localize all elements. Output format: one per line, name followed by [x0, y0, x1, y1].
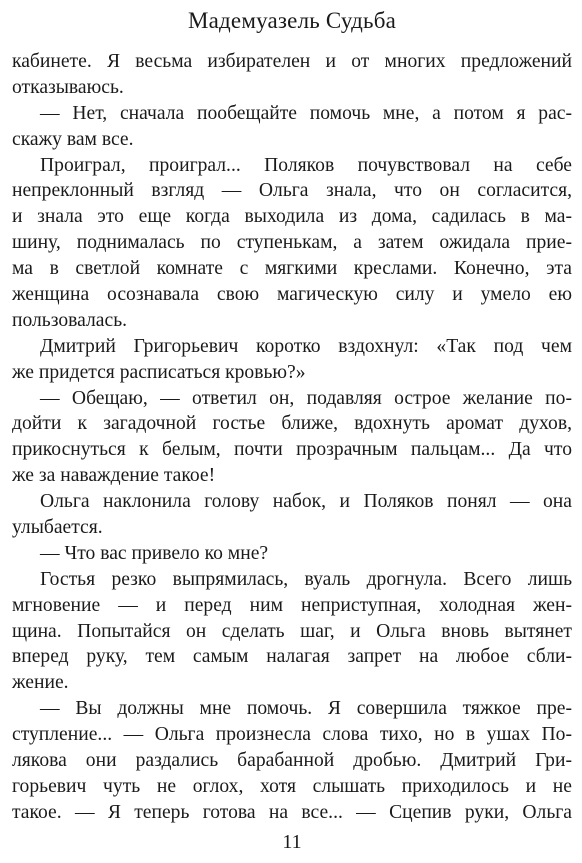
text-line: дойти к загадочной гостье ближе, вдохнуть аромат духов, — [12, 413, 572, 435]
text-line: Ольга наклонила голову набок, и Поляков понял — она — [40, 491, 572, 513]
text-line: же придется расписаться кровью?» — [12, 361, 306, 383]
running-head: Мадемуазель Судьба — [187, 8, 397, 33]
text-line: мгновение — и перед ним неприступная, холодная жен- — [12, 594, 572, 616]
text-line: непреклонный взгляд — Ольга знала, что он согласится, — [12, 180, 572, 202]
page-number: 11 — [282, 831, 302, 853]
text-line: Проиграл, проиграл... Поляков почувствовал на себе — [40, 154, 572, 176]
text-line: — Что вас привело ко мне? — [40, 542, 269, 564]
text-line: же за наваждение такое! — [12, 465, 216, 487]
text-line: жение. — [12, 672, 69, 694]
book-page — [12, 0, 572, 863]
text-line: женщина осознавала свою магическую силу и умело ею — [12, 284, 572, 306]
text-line: ступление... — Ольга произнесла слова тихо, но в ушах По- — [12, 724, 572, 746]
text-line: — Нет, сначала пообещайте помочь мне, а потом я рас- — [40, 102, 572, 124]
text-line: горьевич чуть не оглох, хотя слышать приходилось и не — [12, 775, 572, 797]
text-line: ма в светлой комнате с мягкими креслами. Конечно, эта — [12, 258, 572, 280]
text-line: скажу вам все. — [12, 128, 134, 150]
text-line: отказываюсь. — [12, 76, 124, 98]
text-line: шину, поднималась по ступенькам, а затем ожидала прие- — [12, 232, 572, 254]
text-line: щина. Попытайся он сделать шаг, и Ольга вновь вытянет — [12, 620, 572, 642]
text-line: Гостья резко выпрямилась, вуаль дрогнула. Всего лишь — [40, 568, 572, 590]
text-line: прикоснуться к белым, почти прозрачным пальцам... Да что — [12, 439, 572, 461]
text-line: — Обещаю, — ответил он, подавляя острое желание по- — [40, 387, 572, 409]
text-line: — Вы должны мне помочь. Я совершила тяжкое пре- — [40, 698, 572, 720]
text-line: вперед руку, тем самым налагая запрет на любое сбли- — [12, 646, 572, 668]
text-line: кабинете. Я весьма избирателен и от многих предложений — [12, 51, 572, 72]
text-line: лякова они раздались барабанной дробью. Дмитрий Гри- — [12, 750, 572, 772]
text-line: улыбается. — [12, 517, 103, 539]
text-line: Дмитрий Григорьевич коротко вздохнул: «Так под чем — [40, 335, 572, 357]
text-line: пользовалась. — [12, 309, 128, 331]
text-line: такое. — Я теперь готова на все... — Сцепив руки, Ольга — [12, 801, 572, 823]
text-line: и знала это еще когда выходила из дома, садилась в ма- — [12, 206, 572, 228]
body-text — [12, 49, 572, 826]
